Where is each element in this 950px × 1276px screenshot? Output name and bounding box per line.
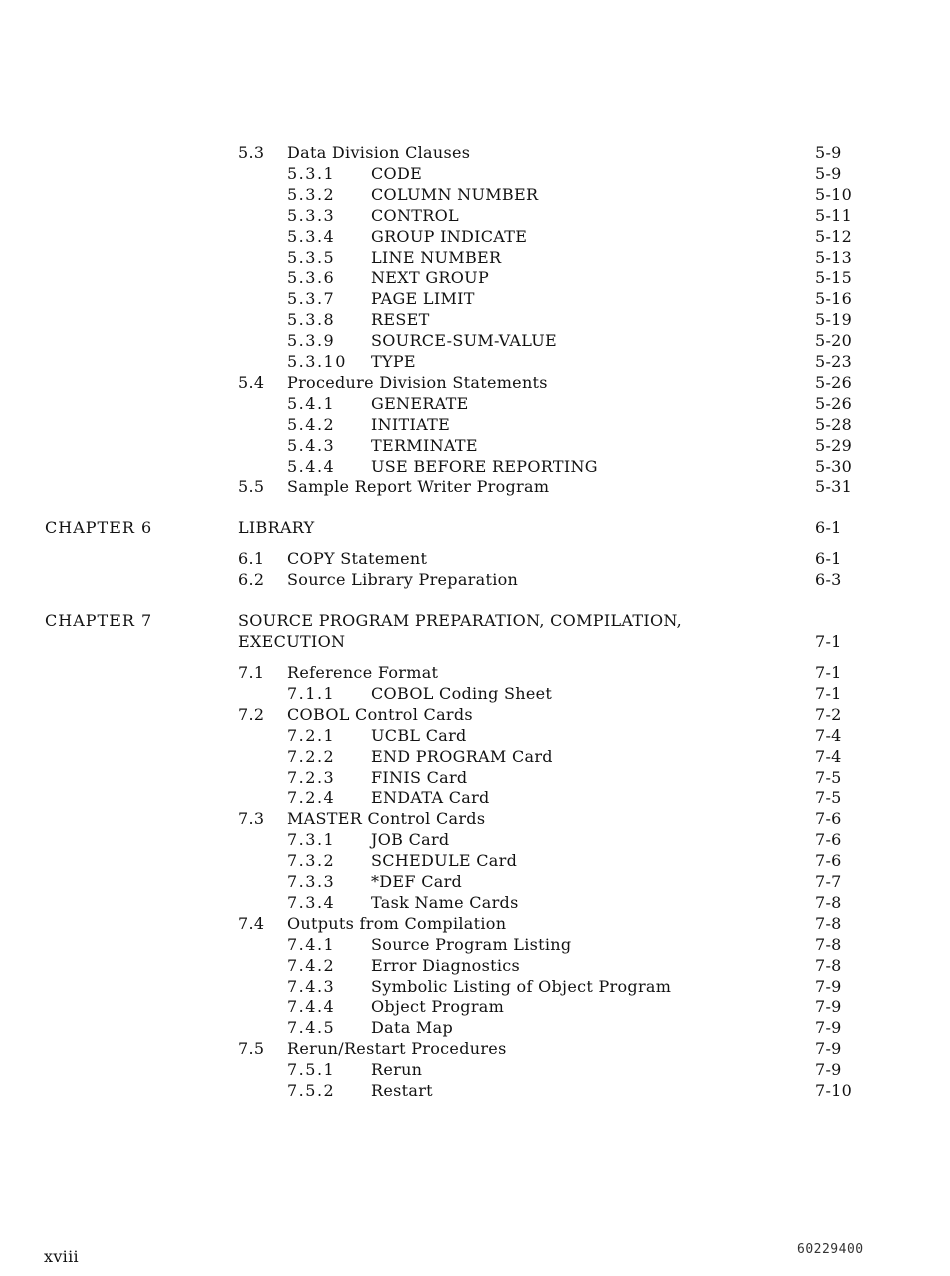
subsection-number: 5.3.9 — [287, 331, 336, 351]
section-number: 6.1 — [238, 549, 265, 568]
subsection-title: ENDATA Card — [371, 788, 490, 808]
subsection-title: GENERATE — [371, 393, 469, 413]
section-number: 7.1 — [238, 663, 265, 682]
section-number: 7.3 — [238, 809, 265, 829]
document-number: 60229400 — [797, 1242, 864, 1257]
subsection-title: COBOL Coding Sheet — [371, 683, 553, 703]
section-title: Source Library Preparation — [287, 570, 519, 589]
subsection-number: 7.2.4 — [287, 788, 336, 808]
subsection-title: RESET — [371, 310, 430, 330]
page-ref: 5-9 — [815, 163, 842, 183]
page-ref: 7-9 — [815, 1039, 842, 1059]
subsection-number: 7.3.3 — [287, 872, 336, 891]
section-title: Outputs from Compilation — [287, 913, 507, 933]
subsection-title: Restart — [371, 1081, 433, 1100]
page-number: xviii — [44, 1247, 79, 1266]
subsection-title: Symbolic Listing of Object Program — [371, 976, 672, 996]
page-ref: 7-1 — [815, 683, 842, 703]
page-ref: 5-9 — [815, 143, 842, 162]
subsection-number: 7.5.1 — [287, 1060, 336, 1080]
section-number: 5.3 — [238, 143, 265, 162]
page-ref: 7-6 — [815, 851, 842, 871]
page-ref: 7-8 — [815, 913, 842, 933]
page-ref: 5-15 — [815, 268, 853, 288]
subsection-title: FINIS Card — [371, 767, 468, 787]
section-title: Procedure Division Statements — [287, 372, 548, 392]
subsection-title: NEXT GROUP — [371, 268, 490, 288]
page-ref: 6-3 — [815, 570, 842, 589]
page-ref: 7-9 — [815, 1018, 842, 1038]
page-ref: 7-4 — [815, 725, 842, 745]
page-ref: 6-1 — [815, 549, 842, 568]
subsection-number: 5.3.5 — [287, 247, 336, 267]
page-ref: 7-8 — [815, 934, 842, 954]
section-title: Rerun/Restart Procedures — [287, 1039, 507, 1059]
subsection-title: *DEF Card — [371, 872, 463, 891]
page-ref: 5-11 — [815, 205, 853, 225]
subsection-number: 5.3.10 — [287, 352, 347, 371]
page-ref: 7-10 — [815, 1081, 853, 1100]
subsection-number: 5.4.3 — [287, 435, 336, 455]
page-ref: 5-19 — [815, 310, 853, 330]
subsection-number: 7.2.2 — [287, 746, 336, 766]
subsection-number: 7.4.3 — [287, 976, 336, 996]
subsection-number: 5.4.2 — [287, 414, 336, 434]
page-ref: 7-9 — [815, 976, 842, 996]
subsection-number: 7.2.3 — [287, 767, 336, 787]
subsection-number: 5.3.4 — [287, 226, 336, 246]
page-ref: 5-26 — [815, 372, 853, 392]
page-ref: 7-1 — [815, 663, 842, 682]
subsection-title: SCHEDULE Card — [371, 851, 518, 871]
page-ref: 7-5 — [815, 788, 842, 808]
page-ref: 5-23 — [815, 352, 853, 371]
subsection-number: 7.4.5 — [287, 1018, 336, 1038]
subsection-number: 5.3.8 — [287, 310, 336, 330]
chapter-7-title-line-2: EXECUTION — [238, 632, 346, 651]
page-ref: 5-28 — [815, 414, 853, 434]
subsection-title: COLUMN NUMBER — [371, 184, 539, 204]
page-ref: 5-10 — [815, 184, 853, 204]
chapter-6-title: LIBRARY — [238, 518, 315, 537]
subsection-title: PAGE LIMIT — [371, 289, 475, 309]
subsection-number: 5.3.7 — [287, 289, 336, 309]
chapter-7-page: 7-1 — [815, 632, 842, 651]
page-ref: 7-2 — [815, 704, 842, 724]
section-title: Sample Report Writer Program — [287, 477, 550, 497]
subsection-title: GROUP INDICATE — [371, 226, 528, 246]
section-number: 5.5 — [238, 477, 265, 497]
subsection-title: END PROGRAM Card — [371, 746, 553, 766]
subsection-number: 7.4.2 — [287, 955, 336, 975]
page-ref: 7-9 — [815, 1060, 842, 1080]
subsection-title: CODE — [371, 163, 423, 183]
subsection-title: SOURCE-SUM-VALUE — [371, 331, 558, 351]
subsection-number: 7.4.1 — [287, 934, 336, 954]
chapter-7-label: CHAPTER 7 — [45, 611, 153, 630]
page-ref: 7-6 — [815, 830, 842, 850]
section-number: 7.2 — [238, 704, 265, 724]
subsection-title: Data Map — [371, 1018, 453, 1038]
subsection-number: 5.4.4 — [287, 456, 336, 476]
subsection-title: Rerun — [371, 1060, 423, 1080]
page-ref: 5-12 — [815, 226, 853, 246]
subsection-number: 7.1.1 — [287, 683, 336, 703]
page-ref: 5-13 — [815, 247, 853, 267]
subsection-title: LINE NUMBER — [371, 247, 502, 267]
chapter-7-title-line-1: SOURCE PROGRAM PREPARATION, COMPILATION, — [238, 611, 683, 630]
subsection-title: Error Diagnostics — [371, 955, 521, 975]
subsection-number: 7.5.2 — [287, 1081, 336, 1100]
page-ref: 7-7 — [815, 872, 842, 891]
section-number: 7.4 — [238, 913, 265, 933]
subsection-number: 7.3.2 — [287, 851, 336, 871]
subsection-title: Source Program Listing — [371, 934, 572, 954]
section-title: COBOL Control Cards — [287, 704, 473, 724]
subsection-number: 5.3.2 — [287, 184, 336, 204]
subsection-number: 7.4.4 — [287, 997, 336, 1017]
subsection-number: 7.2.1 — [287, 725, 336, 745]
section-number: 7.5 — [238, 1039, 265, 1059]
subsection-number: 7.3.1 — [287, 830, 336, 850]
page-ref: 7-8 — [815, 892, 842, 912]
subsection-number: 5.4.1 — [287, 393, 336, 413]
page-ref: 5-26 — [815, 393, 853, 413]
subsection-title: TERMINATE — [371, 435, 478, 455]
chapter-6-label: CHAPTER 6 — [45, 518, 153, 537]
page-ref: 7-8 — [815, 955, 842, 975]
section-title: MASTER Control Cards — [287, 809, 486, 829]
subsection-title: TYPE — [371, 352, 416, 371]
chapter-6-page: 6-1 — [815, 518, 842, 537]
subsection-title: JOB Card — [371, 830, 450, 850]
subsection-number: 7.3.4 — [287, 892, 336, 912]
page-ref: 7-6 — [815, 809, 842, 829]
subsection-title: Task Name Cards — [371, 892, 519, 912]
section-title: Data Division Clauses — [287, 143, 471, 162]
page-ref: 5-30 — [815, 456, 853, 476]
page-ref: 5-20 — [815, 331, 853, 351]
subsection-number: 5.3.6 — [287, 268, 336, 288]
subsection-number: 5.3.3 — [287, 205, 336, 225]
subsection-title: USE BEFORE REPORTING — [371, 456, 598, 476]
subsection-title: INITIATE — [371, 414, 451, 434]
subsection-title: CONTROL — [371, 205, 459, 225]
subsection-title: UCBL Card — [371, 725, 467, 745]
page-ref: 5-29 — [815, 435, 853, 455]
page-ref: 5-16 — [815, 289, 853, 309]
section-number: 6.2 — [238, 570, 265, 589]
page-ref: 5-31 — [815, 477, 853, 497]
subsection-number: 5.3.1 — [287, 163, 336, 183]
page-ref: 7-5 — [815, 767, 842, 787]
section-number: 5.4 — [238, 372, 265, 392]
section-title: COPY Statement — [287, 549, 428, 568]
page-ref: 7-9 — [815, 997, 842, 1017]
section-title: Reference Format — [287, 663, 439, 682]
page-ref: 7-4 — [815, 746, 842, 766]
subsection-title: Object Program — [371, 997, 505, 1017]
